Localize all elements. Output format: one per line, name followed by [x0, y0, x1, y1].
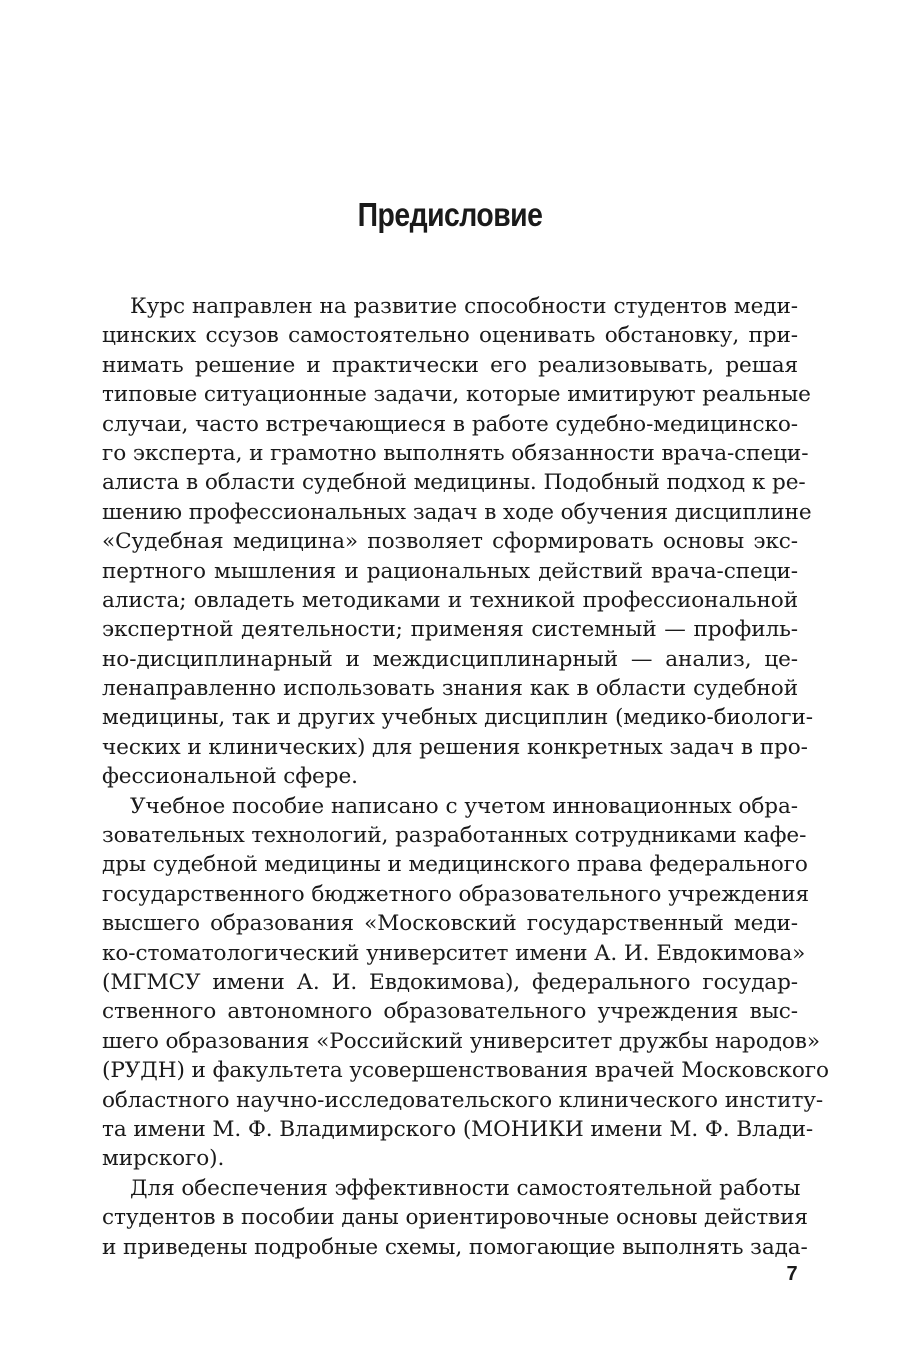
- text-line: цинских ссузов самостоятельно оценивать обстановку, при-: [102, 323, 798, 349]
- text-line: шего образования «Российский университет дружбы народов»: [102, 1028, 820, 1054]
- paragraph-3: [102, 1174, 808, 1262]
- text-line: (РУДН) и факультета усовершенствования врачей Московского: [102, 1058, 829, 1084]
- text-line: шению профессиональных задач в ходе обучения дисциплине: [102, 499, 812, 525]
- text-line: и приведены подробные схемы, помогающие выполнять зада-: [102, 1234, 808, 1260]
- text-line: дры судебной медицины и медицинского права федерального: [102, 852, 808, 878]
- text-line: ленаправленно использовать знания как в области судебной: [102, 676, 798, 702]
- text-line: высшего образования «Московский государственный меди-: [102, 911, 798, 937]
- text-line: «Судебная медицина» позволяет сформировать основы экс-: [102, 529, 798, 555]
- text-line: Учебное пособие написано с учетом инновационных обра-: [130, 793, 798, 819]
- paragraph-1: [102, 292, 813, 792]
- page-title: Предисловие: [357, 196, 543, 233]
- text-line: мирского).: [102, 1146, 225, 1172]
- text-line: алиста в области судебной медицины. Подобный подход к ре-: [102, 470, 806, 496]
- text-line: областного научно-исследовательского клинического институ-: [102, 1087, 824, 1113]
- text-line: но-дисциплинарный и междисциплинарный — анализ, це-: [102, 646, 798, 672]
- paragraph-2: [102, 792, 829, 1174]
- text-line: экспертной деятельности; применяя системный — профиль-: [102, 617, 798, 643]
- text-line: ственного автономного образовательного учреждения выс-: [102, 999, 798, 1025]
- text-line: зовательных технологий, разработанных сотрудниками кафе-: [102, 823, 807, 849]
- text-line: Для обеспечения эффективности самостоятельной работы: [130, 1175, 801, 1201]
- text-line: алиста; овладеть методиками и техникой профессиональной: [102, 587, 798, 613]
- text-line: го эксперта, и грамотно выполнять обязанности врача-специ-: [102, 440, 809, 466]
- text-line: нимать решение и практически его реализовывать, решая: [102, 352, 798, 378]
- text-line: медицины, так и других учебных дисциплин (медико-биологи-: [102, 705, 813, 731]
- text-line: Курс направлен на развитие способности студентов меди-: [130, 294, 798, 319]
- text-line: фессиональной сфере.: [102, 764, 358, 790]
- text-line: студентов в пособии даны ориентировочные основы действия: [102, 1205, 808, 1231]
- text-line: случаи, часто встречающиеся в работе судебно-медицинско-: [102, 411, 798, 437]
- preface-text: [102, 292, 829, 1262]
- text-line: ко-стоматологический университет имени А. И. Евдокимова»: [102, 940, 806, 966]
- text-line: типовые ситуационные задачи, которые имитируют реальные: [102, 382, 811, 408]
- text-line: (МГМСУ имени А. И. Евдокимова), федерального государ-: [102, 969, 798, 995]
- text-line: ческих и клинических) для решения конкретных задач в про-: [102, 734, 808, 760]
- text-line: та имени М. Ф. Владимирского (МОНИКИ имени М. Ф. Влади-: [102, 1116, 814, 1142]
- text-line: пертного мышления и рациональных действий врача-специ-: [102, 558, 798, 584]
- page-number: 7: [786, 1263, 798, 1285]
- text-line: государственного бюджетного образовательного учреждения: [102, 881, 810, 907]
